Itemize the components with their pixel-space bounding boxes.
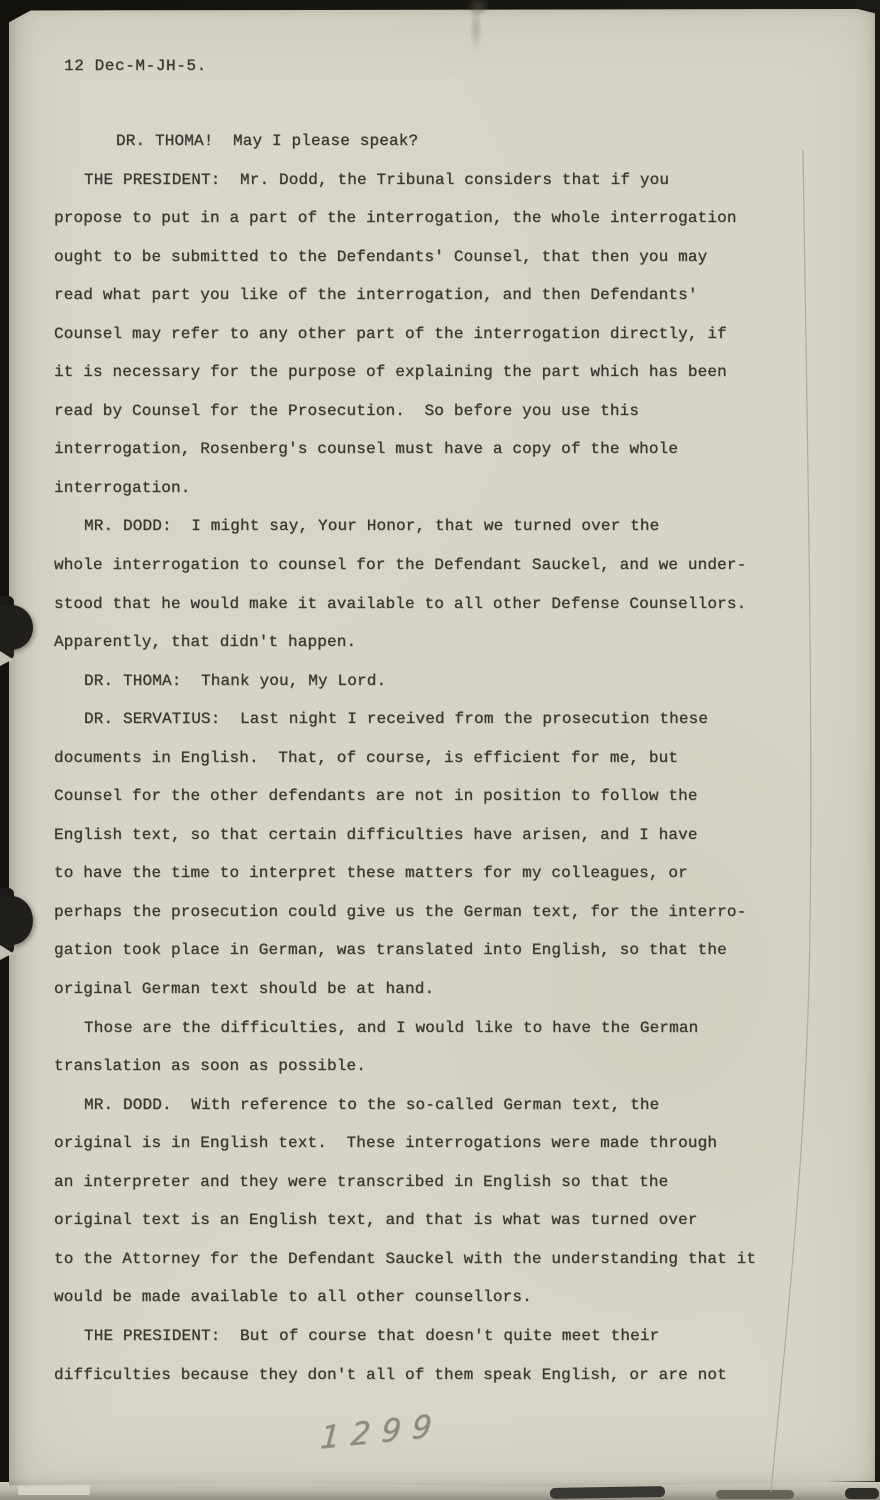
transcript-line: DR. SERVATIUS: Last night I received from the prosecution these: [84, 710, 709, 729]
transcript-line: interrogation.: [54, 478, 191, 497]
scan-artifact: [845, 1488, 879, 1499]
transcript-line: whole interrogation to counsel for the Defendant Sauckel, and we under-: [54, 556, 747, 575]
transcript-line: MR. DODD. With reference to the so-called German text, the: [84, 1095, 660, 1114]
transcript-line: original German text should be at hand.: [54, 980, 435, 999]
page-header-label: 12 Dec-M-JH-5.: [64, 57, 207, 75]
transcript-line: DR. THOMA! May I please speak?: [116, 132, 419, 150]
transcript-line: original is in English text. These interrogations were made through: [54, 1134, 718, 1153]
transcript-line: translation as soon as possible.: [54, 1057, 367, 1076]
transcript-line: stood that he would make it available to all other Defense Counsellors.: [54, 594, 747, 613]
transcript-line: interrogation, Rosenberg's counsel must have a copy of the whole: [54, 440, 679, 459]
transcript-line: propose to put in a part of the interrogation, the whole interrogation: [54, 209, 737, 228]
transcript-line: read what part you like of the interrogation, and then Defendants': [54, 286, 698, 305]
transcript-line: DR. THOMA: Thank you, My Lord.: [84, 671, 387, 690]
transcript-line: Apparently, that didn't happen.: [54, 633, 357, 652]
transcript-line: to have the time to interpret these matters for my colleagues, or: [54, 864, 688, 883]
transcript-line: THE PRESIDENT: Mr. Dodd, the Tribunal considers that if you: [84, 170, 670, 189]
handwritten-page-number: 1299: [319, 1407, 444, 1457]
transcript-line: to the Attorney for the Defendant Sauckel with the understanding that it: [54, 1249, 757, 1268]
scan-artifact: [716, 1490, 794, 1499]
pencil-smudge: [455, 0, 497, 52]
scan-artifact: [550, 1486, 665, 1499]
transcript-line: Counsel may refer to any other part of the interrogation directly, if: [54, 324, 727, 343]
scan-artifact: [18, 1484, 90, 1495]
transcript-line: an interpreter and they were transcribed in English so that the: [54, 1172, 669, 1191]
transcript-line: English text, so that certain difficulties have arisen, and I have: [54, 825, 698, 844]
transcript-line: original text is an English text, and that is what was turned over: [54, 1211, 698, 1230]
transcript-line: ought to be submitted to the Defendants' Counsel, that then you may: [54, 247, 708, 266]
transcript-line: gation took place in German, was translated into English, so that the: [54, 941, 727, 960]
transcript-line: Those are the difficulties, and I would like to have the German: [84, 1018, 699, 1037]
transcript-line: read by Counsel for the Prosecution. So before you use this: [54, 401, 640, 420]
transcript-line: it is necessary for the purpose of explaining the part which has been: [54, 363, 727, 382]
transcript-line: MR. DODD: I might say, Your Honor, that we turned over the: [84, 517, 660, 536]
transcript-line: Counsel for the other defendants are not in position to follow the: [54, 787, 698, 806]
transcript-line: perhaps the prosecution could give us the German text, for the interro-: [54, 902, 747, 921]
transcript-body: [54, 122, 844, 1394]
transcript-line: would be made available to all other counsellors.: [54, 1288, 532, 1307]
transcript-line: difficulties because they don't all of them speak English, or are not: [54, 1365, 727, 1384]
transcript-line: THE PRESIDENT: But of course that doesn't quite meet their: [84, 1326, 660, 1345]
transcript-line: documents in English. That, of course, is efficient for me, but: [54, 748, 679, 767]
